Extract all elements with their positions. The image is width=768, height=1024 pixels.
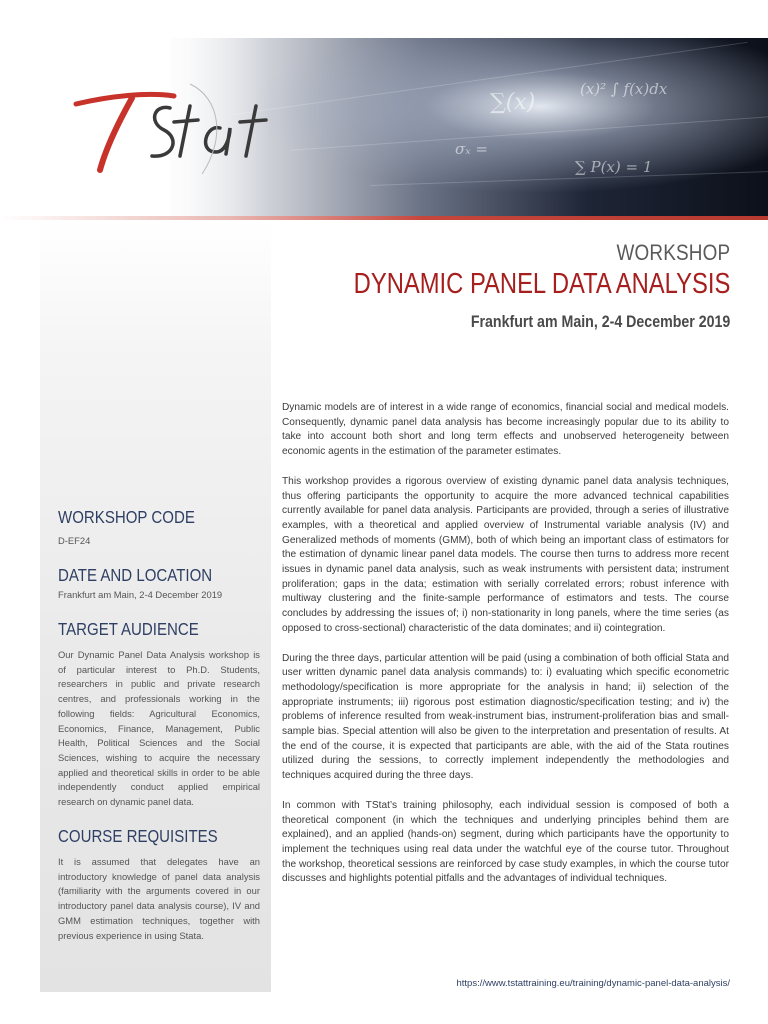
page-subtitle: Frankfurt am Main, 2-4 December 2019 bbox=[470, 313, 730, 331]
title-block bbox=[271, 240, 730, 332]
workshop-code-section bbox=[58, 507, 260, 549]
target-audience-section bbox=[58, 619, 260, 810]
date-location-heading: DATE AND LOCATION bbox=[58, 565, 213, 585]
body-paragraph: During the three days, particular attention will be paid (using a combination of both official Stata and user written dynamic panel data analysis commands) to: i) evaluating which specific econometric methodology/specification is more appropriate for the analysis in hand; ii) selection of the appropriate instruments; iii) rigorous post estimation diagnostic/specification testing; and iv) the problems of inference resulted from weak-instrument bias, instrument-proliferation bias and small-sample bias. Special attention will also be given to the interpretation and presentation of results. At the end of the course, it is expected that participants are able, with the aid of the Stata routines utilized during the sessions, to correctly implement independently the methodologies and techniques acquired during the three days. bbox=[282, 652, 729, 782]
body-paragraph: Dynamic models are of interest in a wide range of economics, financial social and medical models. Consequently, dynamic panel data analysis has become increasingly popular due to its ability to take into account both short and long term effects and unobserved heterogeneity between economic agents in the estimation of the parameter estimates. bbox=[282, 402, 729, 458]
body-text bbox=[282, 401, 729, 902]
page-title: DYNAMIC PANEL DATA ANALYSIS bbox=[353, 268, 730, 300]
body-paragraph: In common with TStat’s training philosophy, each individual session is composed of both a theoretical component (in which the techniques and underlying principles behind them are explained), and an applied (hands-on) segment, during which participants have the opportunity to implement the techniques using real data under the watchful eye of the course tutor. Throughout the workshop, theoretical sessions are reinforced by case study examples, in which the course tutor discusses and highlights potential pitfalls and the advantages of individual techniques. bbox=[282, 799, 729, 885]
body-paragraph: This workshop provides a rigorous overview of existing dynamic panel data analysis techniques, thus offering participants the opportunity to acquire the more advanced technical capabilities currently available for panel data analysis. Participants are provided, through a series of illustrative examples, with a theoretical and applied overview of Instrumental variable analysis (IV) and Generalized methods of moments (GMM), both of which being an important class of estimators for the estimation of dynamic linear panel data models. The course then turns to address more recent issues in dynamic panel data analysis, such as weak instruments with persistent data; instrument proliferation; gaps in the data; estimation with serially correlated errors; robust inference with multiway clustering and the finite-sample performance of estimators and tests. The course concludes by addressing the issues of; i) non-stationarity in long panels, where the time series (as opposed to cross-sectional) characteristic of the data dominates; and ii) cointegration. bbox=[282, 475, 729, 634]
course-requisites-section bbox=[58, 826, 260, 943]
tstat-logo bbox=[70, 78, 290, 188]
date-location-section bbox=[58, 565, 260, 603]
target-audience-heading: TARGET AUDIENCE bbox=[58, 619, 199, 639]
workshop-code-value: D-EF24 bbox=[58, 535, 91, 546]
target-audience-text: Our Dynamic Panel Data Analysis workshop is of particular interest to Ph.D. Students, researchers in public and private research centres, and professionals working in the following fields: Agricultural Economics, Economics, Finance, Management, Public Health, Political Sciences and the Social Sciences, wishing to acquire the necessary applied and theoretical skills in order to be able independently conduct applied empirical research on dynamic panel data. bbox=[58, 649, 260, 808]
date-location-value: Frankfurt am Main, 2-4 December 2019 bbox=[58, 589, 223, 600]
course-requisites-heading: COURSE REQUISITES bbox=[58, 826, 218, 846]
header-banner bbox=[0, 0, 768, 218]
workshop-code-heading: WORKSHOP CODE bbox=[58, 507, 195, 527]
course-url-link[interactable]: https://www.tstattraining.eu/training/dynamic-panel-data-analysis/ bbox=[456, 978, 730, 989]
workshop-label: WORKSHOP bbox=[616, 240, 730, 265]
course-requisites-text: It is assumed that delegates have an introductory knowledge of panel data analysis (familiarity with the arguments covered in our introductory panel data analysis course), IV and GMM estimation techniques, together with previous experience in using Stata. bbox=[58, 856, 260, 941]
banner-math-image: ∑(x) (x)² ∫ f(x)dx σₓ = ∑ P(x) = 1 bbox=[170, 38, 768, 218]
